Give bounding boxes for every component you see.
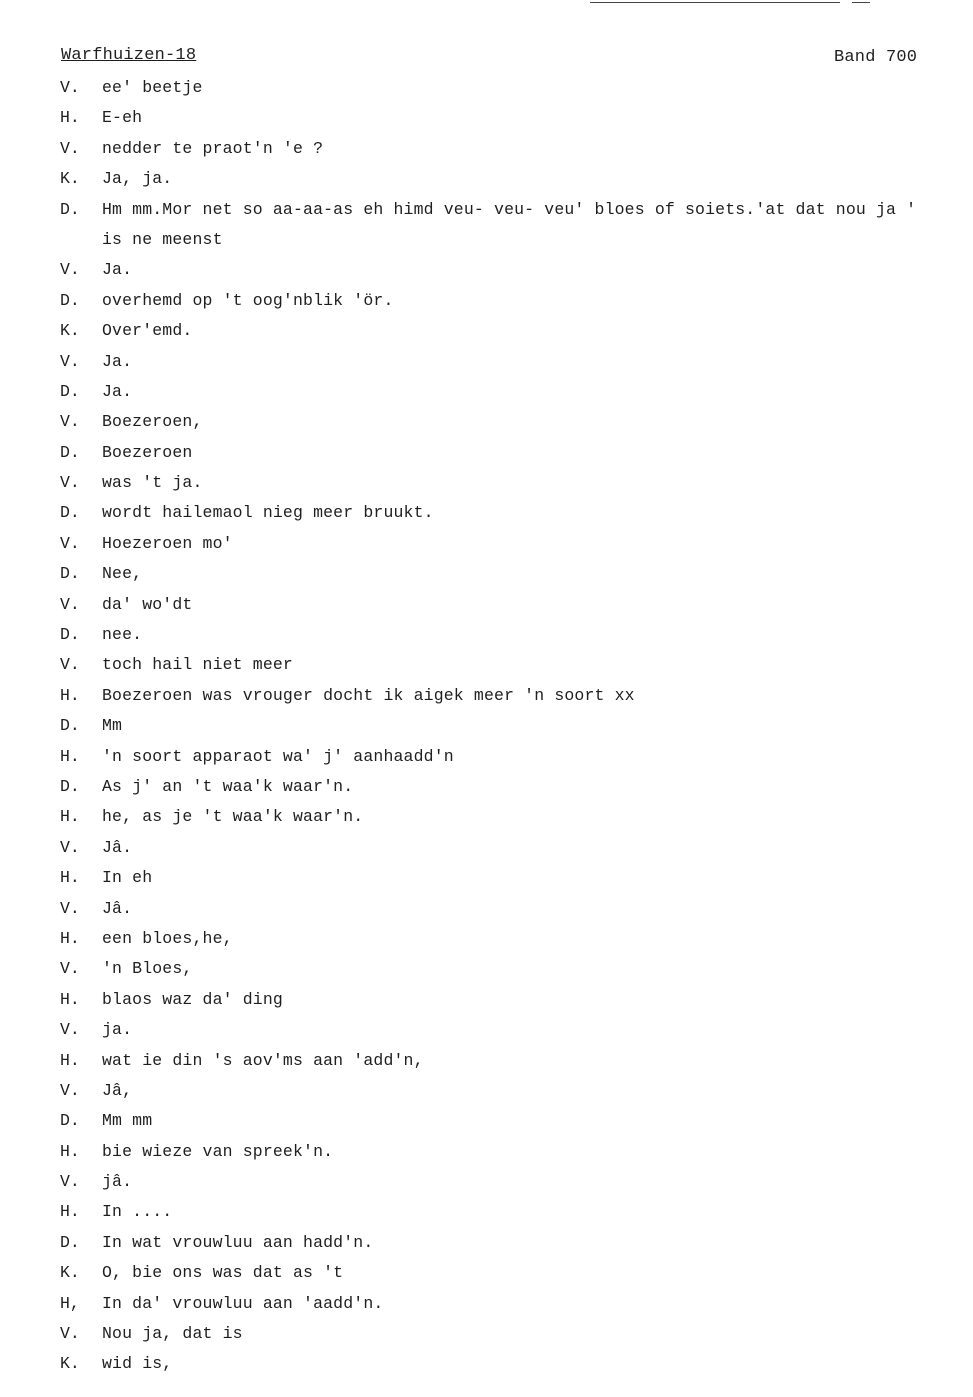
utterance-text: overhemd op 't oog'nblik 'ör. [102, 290, 394, 310]
speaker-label: H. [60, 807, 80, 827]
utterance-text: Mm mm [102, 1111, 153, 1131]
speaker-label: V. [60, 594, 80, 614]
transcript-line [0, 1140, 973, 1170]
utterance-text: Boezeroen, [102, 412, 203, 432]
transcript-line [0, 289, 973, 319]
speaker-label: H. [60, 685, 80, 705]
transcript-line [0, 106, 973, 136]
utterance-text: O, bie ons was dat as 't [102, 1263, 344, 1283]
speaker-label: H. [60, 928, 80, 948]
transcript-line [0, 1018, 973, 1048]
speaker-label: V. [60, 1324, 80, 1344]
utterance-text: In eh [102, 868, 153, 888]
speaker-label: V. [60, 473, 80, 493]
utterance-text: wat ie din 's aov'ms aan 'add'n, [102, 1050, 424, 1070]
utterance-text: In .... [102, 1202, 173, 1222]
speaker-label: H. [60, 989, 80, 1009]
utterance-text: Nee, [102, 564, 143, 584]
speaker-label: D. [60, 290, 80, 310]
utterance-text: blaos waz da' ding [102, 989, 283, 1009]
speaker-label: K. [60, 321, 80, 341]
utterance-text: Over'emd. [102, 321, 193, 341]
utterance-text: wordt hailemaol nieg meer bruukt. [102, 503, 434, 523]
utterance-text: wid is, [102, 1354, 173, 1374]
utterance-text: was 't ja. [102, 473, 203, 493]
speaker-label: H. [60, 108, 80, 128]
speaker-label: V. [60, 78, 80, 97]
utterance-text: 'n Bloes, [102, 959, 193, 979]
transcript-line [0, 775, 973, 805]
speaker-label: H. [60, 1141, 80, 1161]
transcript-line [0, 897, 973, 927]
utterance-text: Ja. [102, 260, 133, 280]
utterance-text: Boezeroen was vrouger docht ik aigek meer 'n soort xx [102, 685, 635, 705]
utterance-text: As j' an 't waa'k waar'n. [102, 776, 354, 796]
transcript-line [0, 1170, 973, 1200]
transcript-line [0, 562, 973, 592]
utterance-text: Hoezeroen mo' [102, 533, 233, 553]
transcript-line [0, 1049, 973, 1079]
speaker-label: V. [60, 533, 80, 553]
transcript-line [0, 684, 973, 714]
speaker-label: H. [60, 868, 80, 888]
transcript-line [0, 258, 973, 288]
transcript-line [0, 380, 973, 410]
utterance-text: nedder te praot'n 'e ? [102, 138, 324, 158]
transcript-line [0, 1200, 973, 1230]
speaker-label: H, [60, 1293, 80, 1313]
top-rule [590, 2, 840, 3]
transcript-line [0, 471, 973, 501]
utterance-text: bie wieze van spreek'n. [102, 1141, 334, 1161]
speaker-label: D. [60, 442, 80, 462]
utterance-text: Boezeroen [102, 442, 193, 462]
transcript-line [0, 137, 973, 167]
speaker-label: V. [60, 837, 80, 857]
tape-number: Band 700 [834, 48, 918, 67]
utterance-text: Jâ. [102, 837, 133, 857]
utterance-text: In da' vrouwluu aan 'aadd'n. [102, 1293, 384, 1313]
transcript-line [0, 1292, 973, 1322]
utterance-text: jâ. [102, 1172, 133, 1192]
speaker-label: K. [60, 1354, 80, 1374]
utterance-text: nee. [102, 625, 143, 645]
transcript-line [0, 350, 973, 380]
utterance-text: een bloes,he, [102, 928, 233, 948]
transcript-line [0, 1352, 973, 1382]
transcript-lines [0, 76, 973, 1383]
speaker-label: V. [60, 1080, 80, 1100]
speaker-label: K. [60, 169, 80, 189]
speaker-label: V. [60, 138, 80, 158]
utterance-text: toch hail niet meer [102, 655, 293, 675]
speaker-label: V. [60, 260, 80, 280]
utterance-text: he, as je 't waa'k waar'n. [102, 807, 364, 827]
speaker-label: V. [60, 1172, 80, 1192]
top-rule-short [852, 2, 870, 3]
transcript-line [0, 1079, 973, 1109]
transcript-line [0, 836, 973, 866]
utterance-text: E-eh [102, 108, 143, 128]
utterance-text: Jâ, [102, 1080, 133, 1100]
transcript-line [0, 167, 973, 197]
transcript-line [0, 532, 973, 562]
transcript-line [0, 1261, 973, 1291]
transcript-line [0, 228, 973, 258]
speaker-label: V. [60, 655, 80, 675]
utterance-text: Ja, ja. [102, 169, 173, 189]
transcript-line [0, 957, 973, 987]
speaker-label: D. [60, 1232, 80, 1252]
speaker-label: H. [60, 1050, 80, 1070]
utterance-text: 'n soort apparaot wa' j' aanhaadd'n [102, 746, 454, 766]
speaker-label: V. [60, 412, 80, 432]
utterance-text: Ja. [102, 381, 133, 401]
transcript-line [0, 1322, 973, 1352]
transcript-line [0, 1109, 973, 1139]
utterance-text: Hm mm.Mor net so aa-aa-as eh himd veu- veu- veu' bloes of soiets.'at dat nou ja ' [102, 199, 917, 219]
speaker-label: V. [60, 898, 80, 918]
speaker-label: D. [60, 716, 80, 736]
transcript-line [0, 501, 973, 531]
speaker-label: V. [60, 351, 80, 371]
transcript-line [0, 653, 973, 683]
transcript-line [0, 319, 973, 349]
transcript-line [0, 76, 973, 106]
utterance-text: is ne meenst [102, 229, 223, 249]
speaker-label: D. [60, 625, 80, 645]
transcript-line [0, 1231, 973, 1261]
speaker-label: V. [60, 1020, 80, 1040]
utterance-text: Nou ja, dat is [102, 1324, 243, 1344]
transcript-line [0, 988, 973, 1018]
document-title: Warfhuizen-18 [61, 46, 197, 65]
utterance-text: ee' beetje [102, 78, 203, 97]
speaker-label: H. [60, 1202, 80, 1222]
speaker-label: D. [60, 1111, 80, 1131]
speaker-label: H. [60, 746, 80, 766]
utterance-text: da' wo'dt [102, 594, 193, 614]
transcript-line [0, 714, 973, 744]
utterance-text: Ja. [102, 351, 133, 371]
speaker-label: D. [60, 199, 80, 219]
speaker-label: K. [60, 1263, 80, 1283]
speaker-label: D. [60, 564, 80, 584]
transcript-line [0, 927, 973, 957]
transcript-line [0, 198, 973, 228]
utterance-text: In wat vrouwluu aan hadd'n. [102, 1232, 374, 1252]
utterance-text: Mm [102, 716, 123, 736]
speaker-label: D. [60, 776, 80, 796]
transcript-line [0, 441, 973, 471]
transcript-line [0, 623, 973, 653]
transcript-line [0, 866, 973, 896]
transcript-line [0, 745, 973, 775]
speaker-label: V. [60, 959, 80, 979]
speaker-label: D. [60, 381, 80, 401]
utterance-text: ja. [102, 1020, 133, 1040]
utterance-text: Jâ. [102, 898, 133, 918]
transcript-line [0, 805, 973, 835]
speaker-label: D. [60, 503, 80, 523]
transcript-line [0, 410, 973, 440]
transcript-line [0, 593, 973, 623]
